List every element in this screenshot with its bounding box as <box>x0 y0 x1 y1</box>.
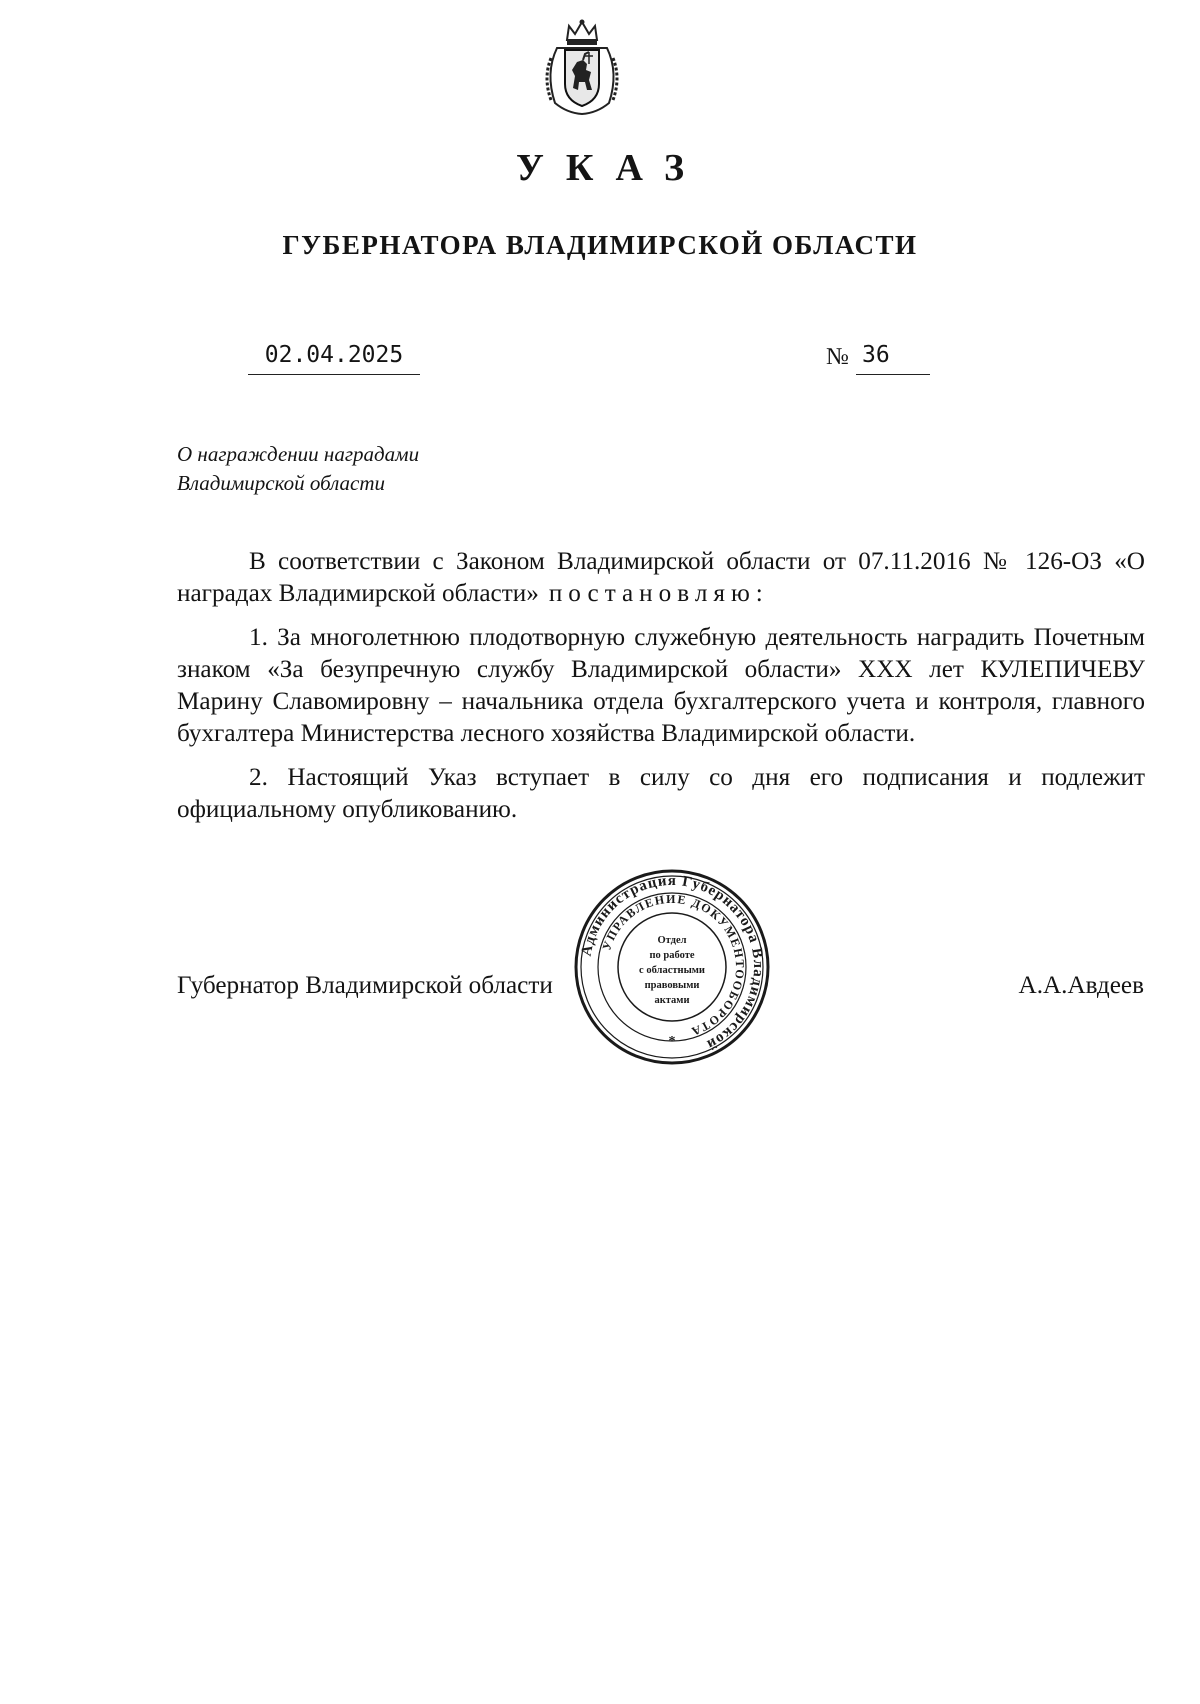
stamp-inner-text: УПРАВЛЕНИЕ ДОКУМЕНТООБОРОТА <box>599 891 748 1040</box>
item-2-paragraph: 2. Настоящий Указ вступает в силу со дня его подписания и подлежит официальному опубликованию. <box>177 764 1145 823</box>
issuer-title: ГУБЕРНАТОРА ВЛАДИМИРСКОЙ ОБЛАСТИ <box>282 230 918 260</box>
document-number: 36 <box>862 342 890 368</box>
number-underline <box>856 374 930 375</box>
stamp-center-line-2: по работе <box>649 950 695 961</box>
signatory-position: Губернатор Владимирской области <box>177 972 553 999</box>
stamp-center-line-5: актами <box>654 995 690 1006</box>
signatory-name: А.А.Авдеев <box>1018 972 1144 999</box>
document-body <box>177 546 1145 838</box>
coat-of-arms-icon <box>537 18 627 118</box>
stamp-star: * <box>668 1034 676 1049</box>
resolve-word: постановляю: <box>548 580 769 607</box>
document-subject <box>177 440 419 498</box>
stamp-center-line-1: Отдел <box>657 935 687 946</box>
item-1-paragraph: 1. За многолетнюю плодотворную служебную деятельность наградить Почетным знаком «За безупречную службу Владимирской области» XXX лет КУЛЕПИЧЕВУ Марину Славомировну – начальника отдела бухгалтерского учета и контроля, главного бухгалтера Министерства лесного хозяйства Владимирской области. <box>177 624 1145 747</box>
stamp-center-line-4: правовыми <box>644 980 700 991</box>
stamp-outer-text: Администрация Губернатора Владимирской <box>578 872 767 1053</box>
date-underline <box>248 374 420 375</box>
number-sign: № <box>826 344 849 370</box>
stamp-center-text <box>622 933 722 1008</box>
subject-line-1: О награждении наградами <box>177 442 420 466</box>
stamp-center-line-3: с областными <box>639 965 705 976</box>
document-title: УКАЗ <box>516 147 706 189</box>
preamble-text: В соответствии с Законом Владимирской области от 07.11.2016 № 126-ОЗ «О наградах Владимирской области» <box>177 548 1145 607</box>
document-date: 02.04.2025 <box>264 342 404 368</box>
subject-line-2: Владимирской области <box>177 471 386 495</box>
preamble-paragraph <box>177 546 1145 610</box>
